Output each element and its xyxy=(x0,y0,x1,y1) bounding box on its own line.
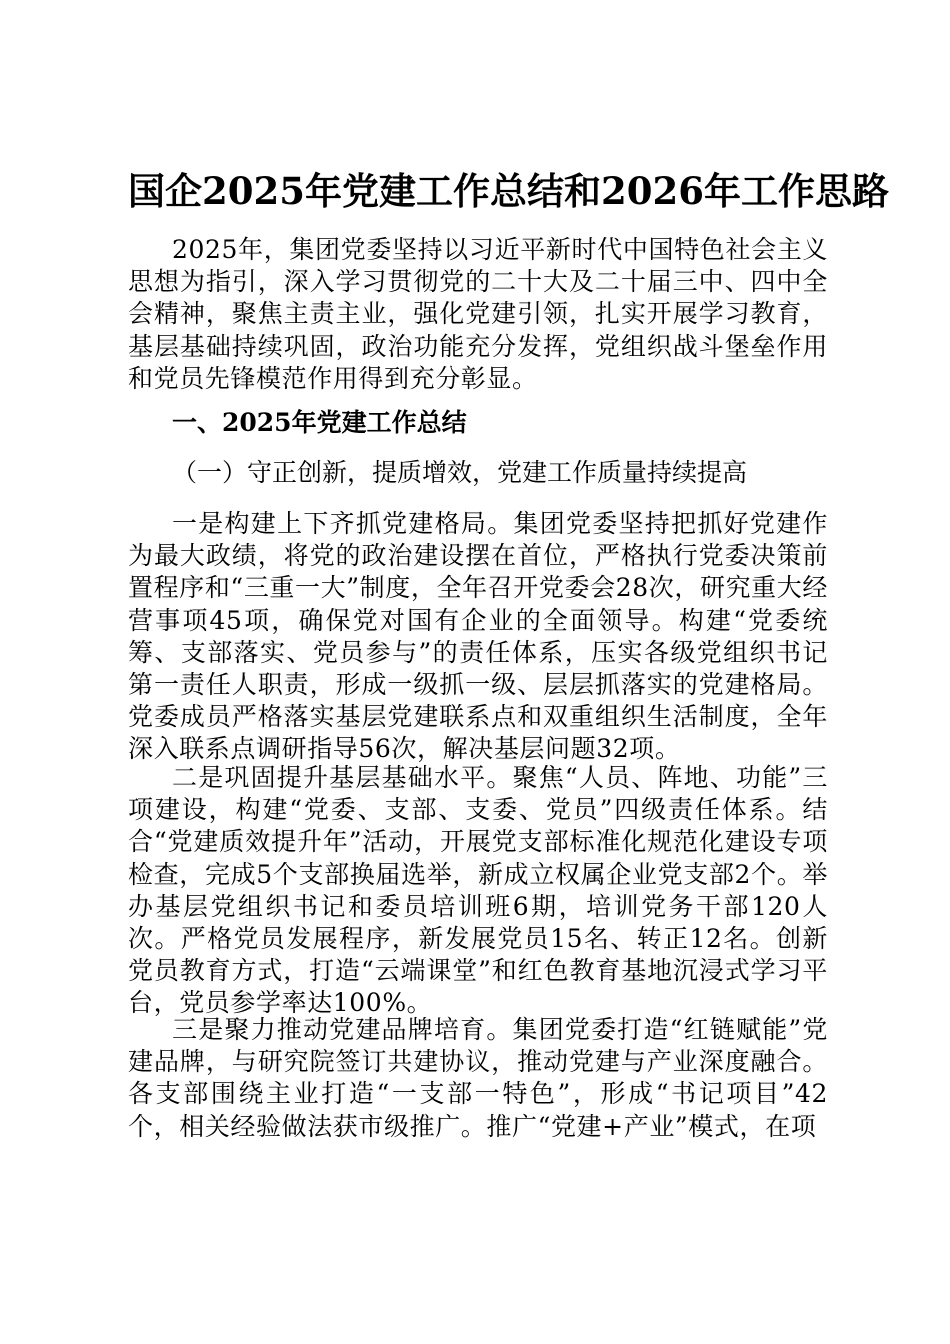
subsection-heading: （一）守正创新，提质增效，党建工作质量持续提高 xyxy=(172,458,748,487)
section-heading: 一、2025年党建工作总结 xyxy=(172,408,467,437)
document-title: 国企2025年党建工作总结和2026年工作思路 xyxy=(128,169,889,213)
body-paragraph-2: 二是巩固提升基层基础水平。聚焦“人员、阵地、功能”三项建设，构建“党委、支部、支委、党员”四级责任体系。结合“党建质效提升年”活动，开展党支部标准化规范化建设专项检查，完成5个支部换届选举，新成立权属企业党支部2个。举办基层党组织书记和委员培训班6期，培训党务干部120人次。严格党员发展程序，新发展党员15名、转正12名。创新党员教育方式，打造“云端课堂”和红色教育基地沉浸式学习平台，党员参学率达100%。 xyxy=(128,763,828,1018)
intro-paragraph: 2025年，集团党委坚持以习近平新时代中国特色社会主义思想为指引，深入学习贯彻党的二十大及二十届三中、四中全会精神，聚焦主责主业，强化党建引领，扎实开展学习教育，基层基础持续巩固，政治功能充分发挥，党组织战斗堡垒作用和党员先锋模范作用得到充分彰显。 xyxy=(128,235,828,393)
body-paragraph-3: 三是聚力推动党建品牌培育。集团党委打造“红链赋能”党建品牌，与研究院签订共建协议，推动党建与产业深度融合。各支部围绕主业打造“一支部一特色”，形成“书记项目”42个，相关经验做法获市级推广。推广“党建+产业”模式，在项 xyxy=(128,1015,828,1141)
body-paragraph-1: 一是构建上下齐抓党建格局。集团党委坚持把抓好党建作为最大政绩，将党的政治建设摆在首位，严格执行党委决策前置程序和“三重一大”制度，全年召开党委会28次，研究重大经营事项45项，确保党对国有企业的全面领导。构建“党委统筹、支部落实、党员参与”的责任体系，压实各级党组织书记第一责任人职责，形成一级抓一级、层层抓落实的党建格局。党委成员严格落实基层党建联系点和双重组织生活制度，全年深入联系点调研指导56次，解决基层问题32项。 xyxy=(128,509,828,764)
